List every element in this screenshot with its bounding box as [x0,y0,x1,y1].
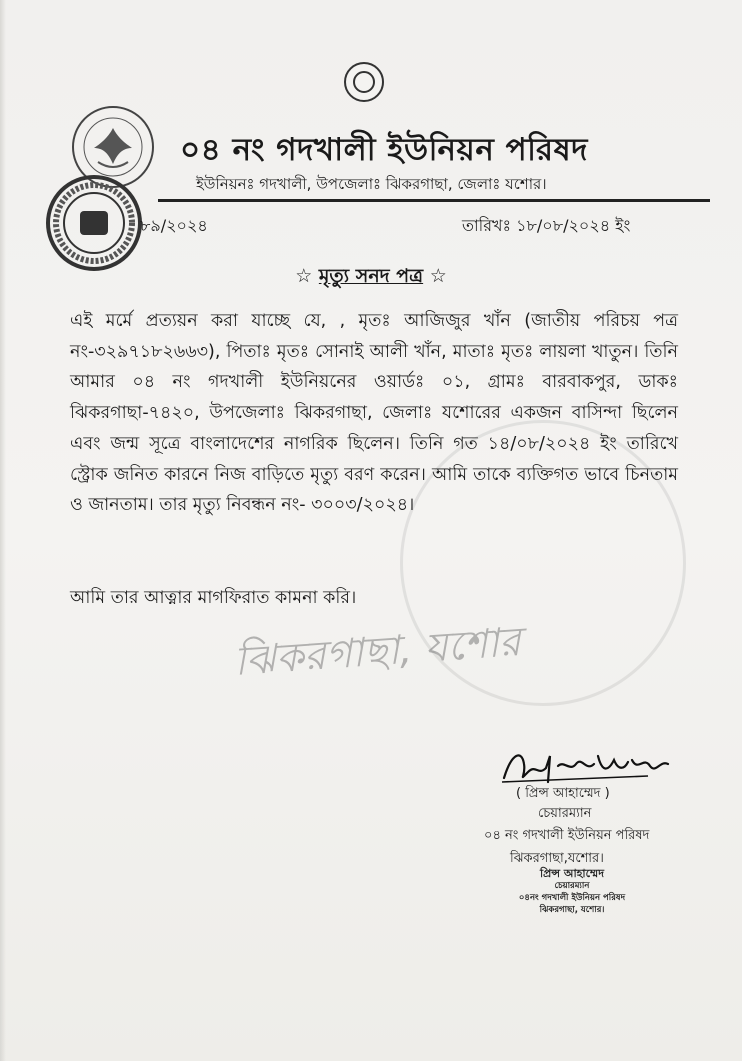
union-parishad-title: ০৪ নং গদখালী ইউনিয়ন পরিষদ [180,132,588,168]
certificate-heading-text: মৃত্যু সনদ পত্র [318,265,424,287]
closing-line: আমি তার আত্নার মাগফিরাত কামনা করি। [70,588,357,608]
stamp-location: ঝিকরগাছা, যশোর। [539,905,605,915]
signatory-title: চেয়ারম্যান [538,806,592,821]
address-line: ইউনিয়নঃ গদখালী, উপজেলাঃ ঝিকরগাছা, জেলাঃ যশোর। [196,175,547,193]
certificate-body: এই মর্মে প্রত্যয়ন করা যাচ্ছে যে, , মৃতঃ আজিজুর খাঁন (জাতীয় পরিচয় পত্র নং-৩২৯৭১৮২৬৬৩), পিতাঃ মৃতঃ সোনাই আলী খাঁন, মাতাঃ মৃতঃ লায়লা খাতুন। তিনি আমার ০৪ নং গদখালী ইউনিয়নের ওয়ার্ডঃ ০১, গ্রামঃ বারবাকপুর, ডাকঃ ঝিকরগাছা-৭৪২০, উপজেলাঃ ঝিকরগাছা, জেলাঃ যশোরের একজন বাসিন্দা ছিলেন এবং জন্ম সূত্রে বাংলাদেশের নাগরিক ছিলেন। তিনি গত ১৪/০৮/২০২৪ ইং তারিখে স্ট্রোক জনিত কারনে নিজ বাড়িতে মৃত্যু বরণ করেন। আমি তাকে ব্যক্তিগত ভাবে চিনতাম ও জানতাম। তার মৃত্যু নিবন্ধন নং- ৩০০৩/২০২৪। [70,311,678,516]
signatory-location: ঝিকরগাছা,যশোর। [510,851,604,866]
location-stamp-watermark: ঝিকরগাছা, যশোর [232,619,523,685]
stamp-organization: ০৪নং গদখালী ইউনিয়ন পরিষদ [518,893,626,903]
government-emblem-icon [344,62,384,102]
signatory-organization: ০৪ নং গদখালী ইউনিয়ন পরিষদ [484,828,650,843]
stamp-title: চেয়ারম্যান [554,881,590,891]
star-icon: ☆ [429,265,447,287]
memo-number: ৮৯/২০২৪ [140,216,208,235]
star-icon: ☆ [295,265,313,287]
header-divider [158,199,710,202]
union-parishad-round-seal-icon [44,173,144,273]
signatory-name: ( প্রিন্স আহাম্মেদ ) [516,786,610,801]
scan-shadow [0,0,6,1061]
issue-date: তারিখঃ ১৮/০৮/২০২৪ ইং [462,216,631,235]
stamp-name: প্রিন্স আহাম্মেদ [539,867,604,880]
chairman-stamp [492,868,652,916]
certificate-heading [0,262,742,294]
